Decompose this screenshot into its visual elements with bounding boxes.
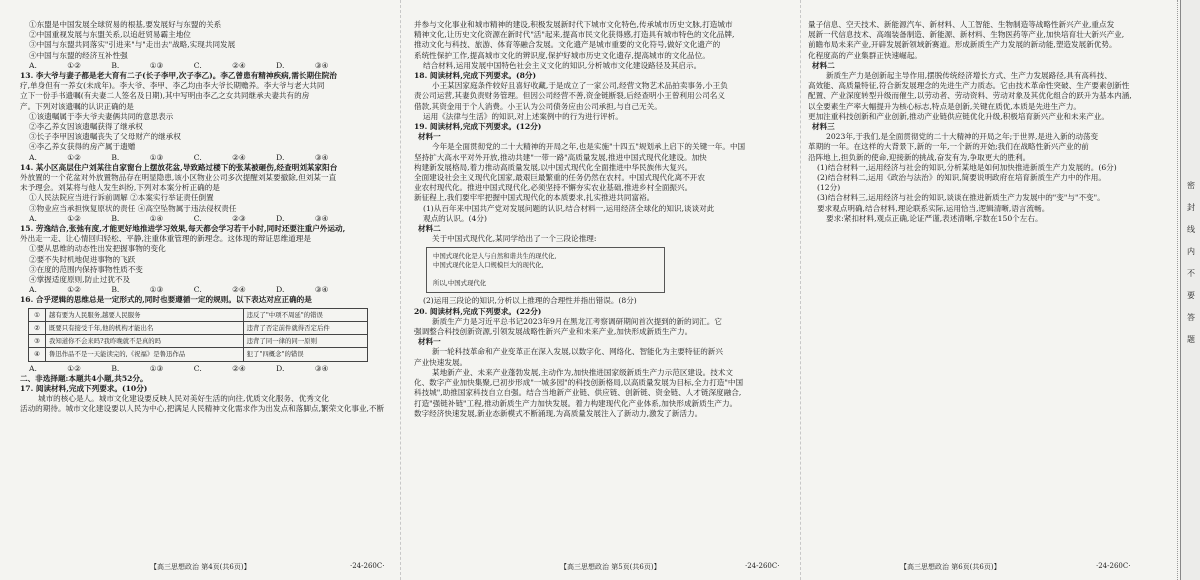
text-line: 13. 李大爷与妻子都是老大育有二子(长子李甲,次子李乙)。李乙曾患有精神疾病,需长期住院治: [20, 71, 337, 81]
text-line: 二、非选择题:本题共4小题,共52分。: [20, 373, 148, 383]
table-cell: ④: [29, 348, 46, 361]
table-row: [29, 348, 368, 361]
text-line: 结合材料,运用发展中国特色社会主义文化的知识,分析城市文化建设路径及其启示。: [423, 60, 702, 70]
text-line: 数字经济快速发展,新业态新模式不断涌现,为高质量发展注入了新动力,激发了新活力。: [414, 408, 703, 418]
footer-page-4: [150, 562, 390, 572]
seal-notice: 密封线内不要答题: [1187, 181, 1195, 344]
text-line: 革期的一年。在这样的大背景下,新的一年,一个新的开始;我们在战略性新兴产业的前: [808, 142, 1089, 152]
text-line: 15. 劳逸结合,张弛有度,才能更好地推进学习效果,每天都会学习若干小时,同时还要注重户外运动,: [20, 224, 346, 234]
text-line: 要求:紧扣材料,观点正确,论证严谨,表述清晰,字数在150个左右。: [826, 213, 1043, 223]
text-line: 观点的认识。(4分): [423, 213, 487, 223]
text-line: 量子信息、空天技术、新能源汽车、新材料、人工智能、生物制造等战略性新兴产业,重点发: [808, 20, 1115, 29]
box-line: 中国式现代化是人与自然和谐共生的现代化,: [433, 252, 557, 261]
text-line: 16. 合乎逻辑的思维总是一定形式的,同时也要遵循一定的规则。以下表达对应正确的是: [20, 295, 312, 305]
page-5-lines-tail: [414, 296, 794, 418]
text-line: A. ①② B. ①④ C. ②③ D. ③④: [29, 213, 329, 223]
page-5-column: [414, 20, 794, 419]
text-line: 小王某因家庭条件较好且喜好收藏,于是成立了一家公司,经营文物艺术品拍卖事务,小王负: [432, 81, 728, 91]
text-line: 新质生产力是习近平总书记2023年9月在黑龙江考察调研期间首次提到的新的词汇。它: [432, 316, 722, 326]
text-line: A. ①② B. ①③ C. ②④ D. ③④: [29, 363, 329, 373]
footer-code: ·24-260C·: [350, 562, 385, 570]
text-line: 某地新产业、未来产业蓬勃发展,主动作为,加快推进国家级新质生产力示范区建设。技术文: [432, 367, 733, 377]
page-4-lines: [20, 20, 392, 306]
text-line: ②要不失时机地促进事物的飞跃: [29, 254, 136, 264]
syllogism-box: [426, 247, 665, 293]
table-cell: 鲁迅作品不是一天能读完的,《祝福》是鲁迅作品: [46, 348, 244, 361]
footer-code: ·24-260C·: [745, 562, 780, 570]
text-line: 材料一: [418, 132, 441, 142]
text-line: 14. 某小区高层住户刘某往自家窗台上摆放花盆,导致路过楼下的张某被砸伤,经查明刘某家阳台: [20, 162, 338, 172]
page-divider: [400, 0, 401, 580]
text-line: ①该遗嘱属于李大爷夫妻俩共同的意思表示: [29, 111, 174, 121]
footer-page-5: [560, 562, 790, 572]
text-line: 科技城",助推国家科技自立自强。结合当地新产业链、供应链、创新链、资金链、人才链深度融合,: [414, 388, 742, 398]
text-line: ④中国与东盟的经济互补性强: [29, 50, 128, 60]
text-line: 产。下列对该遗嘱的认识正确的是: [20, 101, 134, 111]
text-line: ④李乙养女获得的房产属于遗赠: [29, 142, 136, 152]
footer-title: 【高三思想政治 第4页(共6页)】: [150, 563, 251, 571]
page-5-lines: [414, 20, 794, 244]
text-line: A. ①② B. ①③ C. ②④ D. ③④: [29, 60, 329, 70]
table-cell: ③: [29, 335, 46, 348]
table-cell: 我知道你不会来吗?我昨晚就不是真的吗: [46, 335, 244, 348]
text-line: (1)从百年来中国共产党对发展问题的认识,结合材料一,运用经济全球化的知识,谈谈对此: [423, 203, 715, 213]
text-line: 高效能、高质量特征,符合新发展理念的先进生产力质态。它由技术革命性突破、生产要素创新性: [808, 81, 1130, 91]
text-line: 构建新发展格局,着力推动高质量发展,以中国式现代化全面推进中华民族伟大复兴。: [414, 162, 693, 172]
text-line: 沿阵地上,担负新的使命,迎接新的挑战,奋发有为,争取更大的胜利。: [808, 152, 1031, 162]
text-line: (1)结合材料一,运用经济与社会的知识,分析某地是如何加快推进新质生产力发展的。(6分): [817, 162, 1117, 172]
text-line: 前瞻布局未来产业,开辟发展新领域新赛道。形成新质生产力发展的新动能,塑造发展新优势。: [808, 40, 1117, 50]
text-line: 新质生产力是创新起主导作用,摆脱传统经济增长方式、生产力发展路径,具有高科技、: [826, 71, 1112, 81]
page-6-lines: [808, 20, 1164, 224]
text-line: 材料二: [812, 60, 835, 70]
text-line: 全面建设社会主义现代化国家,最艰巨最繁重的任务仍然在农村。中国式现代化离不开农: [414, 173, 705, 183]
page-6-column: [808, 20, 1164, 224]
text-line: 系统性保护工作,提高城市文化的辨识度,保护好城市历史文化遗存,提高城市的文化品位。: [414, 50, 710, 60]
text-line: ③在度的范围内保持事物性质不变: [29, 264, 143, 274]
text-line: 17. 阅读材料,完成下列要求。(10分): [20, 383, 148, 393]
table-cell: 违背了否定前件就得否定后件: [243, 321, 367, 334]
footer-code: ·24-260C·: [1096, 562, 1131, 570]
seal-line: [1177, 0, 1178, 580]
text-line: 运用《法律与生活》的知识,对上述案例中的行为进行评析。: [423, 111, 623, 121]
logic-table: [28, 308, 368, 362]
text-line: 精神文化,让历史文化资源在新时代"活"起来,提高市民文化获得感,打造具有城市特色的文化品牌,: [414, 30, 735, 40]
text-line: 借款,其资金用于个人消费。小王认为公司债务应由公司承担,与自己无关。: [414, 101, 662, 111]
text-line: 材料二: [418, 224, 441, 234]
text-line: A. ①② B. ①③ C. ②④ D. ③④: [29, 152, 329, 162]
text-line: ①人民法院应当进行诉前调解 ②本案实行举证责任倒置: [29, 193, 214, 203]
table-cell: 违背了同一律的同一原则: [243, 335, 367, 348]
text-line: 立下一份手书遗嘱(有夫妻二人签名及日期),其中写明由李乙之女共同继承夫妻共有的房: [20, 91, 310, 101]
text-line: ①东盟是中国发展全球贸易的根基,要发展好与东盟的关系: [29, 20, 222, 29]
text-line: 疗,单身但有一养女(未成年)。李大爷、李甲、李乙均由李大爷长期赡养。李大爷与老大共同: [20, 81, 325, 91]
table-cell: 犯了"四概念"的错误: [243, 348, 367, 361]
text-line: 以全要素生产率大幅提升为核心标志,特点是创新,关键在质优,本质是先进生产力。: [808, 101, 1082, 111]
text-line: ①要从思维的动态性出发把握事物的变化: [29, 244, 166, 254]
text-line: 要求观点明确,结合材料,理论联系实际,运用恰当,逻辑清晰,语言流畅。: [817, 203, 1050, 213]
text-line: 业农村现代化。推进中国式现代化,必须坚持不懈夯实农业基础,推进乡村全面振兴。: [414, 183, 693, 193]
text-line: 材料三: [812, 122, 835, 132]
text-line: 18. 阅读材料,完成下列要求。(8分): [414, 71, 537, 81]
text-line: (2)结合材料二,运用《政治与法治》的知识,简要说明政府在培育新质生产力中的作用。: [817, 173, 1106, 183]
text-line: ④掌握适度原则,防止过犹不及: [29, 275, 131, 285]
text-line: 打造"强链补链"工程,推动新质生产力加快发展。着力构建现代化产业体系,加快形成新质生产力。: [414, 398, 738, 408]
table-row: [29, 321, 368, 334]
text-line: 化、数字产业加快集聚,已初步形成"一城多园"的科技创新格局,以高质量发展为目标,全力打造"中国: [414, 378, 744, 388]
text-line: 化程度高的产业集群正快速崛起。: [808, 50, 922, 60]
seal-sidebar: [1180, 0, 1200, 580]
text-line: 产业快速发展。: [414, 357, 468, 367]
text-line: 未予理会。刘某将与他人发生纠纷,下列对本案分析正确的是: [20, 183, 220, 193]
text-line: 19. 阅读材料,完成下列要求。(12分): [414, 122, 542, 132]
text-line: 城市的核心是人。城市文化建设要反映人民对美好生活的向往,优质文化服务、优秀文化: [38, 394, 329, 404]
table-cell: ①: [29, 308, 46, 321]
text-line: ③物业应当承担恢复原状的责任 ④高空坠物属于违法侵权责任: [29, 203, 237, 213]
text-line: ③中国与东盟共同落实"引进来"与"走出去"战略,实现共同发展: [29, 40, 236, 50]
text-line: 强调整合科技创新资源,引领发展战略性新兴产业和未来产业,加快形成新质生产力。: [414, 327, 693, 337]
text-line: 更加注重科技创新和产业创新,推动产业链供应链优化升级,积极培育新兴产业和未来产业。: [808, 111, 1109, 121]
text-line: (3)结合材料三,运用经济与社会的知识,谈谈在推进新质生产力发展中的"变"与"不变"。: [817, 193, 1105, 203]
box-line: 所以,中国式现代化: [433, 279, 487, 288]
footer-title: 【高三思想政治 第6页(共6页)】: [900, 563, 1001, 571]
table-row: [29, 308, 368, 321]
text-line: 活动的期待。城市文化建设要以人民为中心,把满足人民精神文化需求作为出发点和落脚点,繁荣文化事业,不断: [20, 404, 385, 414]
box-line: 中国式现代化是人口规模巨大的现代化,: [433, 261, 544, 270]
text-line: 今年是全面贯彻党的二十大精神的开局之年,也是实施"十四五"规划承上启下的关键一年。中国: [432, 142, 746, 152]
text-line: 新征程上,我们要牢牢把握中国式现代化的本质要求,扎实推进共同富裕。: [414, 193, 655, 203]
text-line: 展新一代信息技术、高端装备制造、新能源、新材料、生物医药等产业,加快培育壮大新兴产业,: [808, 30, 1125, 40]
footer-page-6: [900, 562, 1160, 572]
table-cell: 违反了"中项不周延"的错误: [243, 308, 367, 321]
text-line: 外放置的一个花盆对外放置物品存在明显隐患,该小区物业公司多次提醒刘某要撤除,但刘某一直: [20, 173, 337, 183]
text-line: 配置、产业深度转型升级而催生,以劳动者、劳动资料、劳动对象及其优化组合的跃升为基本内涵,: [808, 91, 1132, 101]
text-line: A. ①② B. ①③ C. ②④ D. ③④: [29, 285, 329, 295]
text-line: 材料一: [418, 337, 441, 347]
page-divider: [800, 0, 801, 580]
text-line: 新一轮科技革命和产业变革正在深入发展,以数字化、网络化、智能化为主要特征的新兴: [432, 347, 723, 357]
text-line: 责公司运营,其妻负责财务管理。但因公司经营不善,资金链断裂,后经查明小王曾利用公司名义: [414, 91, 725, 101]
text-line: 并参与文化事业和城市精神的建设,积极发展新时代下城市文化特色,传承城市历史文脉,打造城市: [414, 20, 733, 29]
table-cell: 越有要为人民服务,越要人民服务: [46, 308, 244, 321]
text-line: ③长子李甲因该遗嘱丧失了父母财产的继承权: [29, 132, 181, 142]
page-4-column: [20, 20, 392, 415]
table-cell: 既要只有接受千年,他的机构才能出名: [46, 321, 244, 334]
text-line: (12分): [817, 183, 841, 193]
table-cell: ②: [29, 321, 46, 334]
footer-title: 【高三思想政治 第5页(共6页)】: [560, 563, 661, 571]
text-line: ②中国重视发展与东盟关系,以追赶贸易霸主地位: [29, 30, 191, 40]
text-line: 推动文化与科技、旅游、体育等融合发展。文化遗产是城市重要的文化符号,做好文化遗产的: [414, 40, 721, 50]
page-4-lines-tail: [20, 364, 392, 415]
text-line: (2)运用三段论的知识,分析以上推理的合理性并指出错误。(8分): [423, 296, 637, 306]
text-line: 关于中国式现代化,某同学给出了一个三段论推理:: [432, 234, 597, 244]
text-line: 2023年,于我们,是全面贯彻党的二十大精神的开局之年;于世界,是进入新的动荡变: [826, 132, 1099, 142]
text-line: 20. 阅读材料,完成下列要求。(22分): [414, 306, 542, 316]
text-line: 坚持扩大高水平对外开放,推动共建"一带一路"高质量发展,推进中国式现代化建设。加快: [414, 152, 707, 162]
text-line: ②李乙养女因该遗嘱获得了继承权: [29, 122, 143, 132]
table-row: [29, 335, 368, 348]
text-line: 外出走一走、让心情回归轻松、平静,注重体重管理的新理念。这体现的辩证思维道理是: [20, 234, 311, 244]
